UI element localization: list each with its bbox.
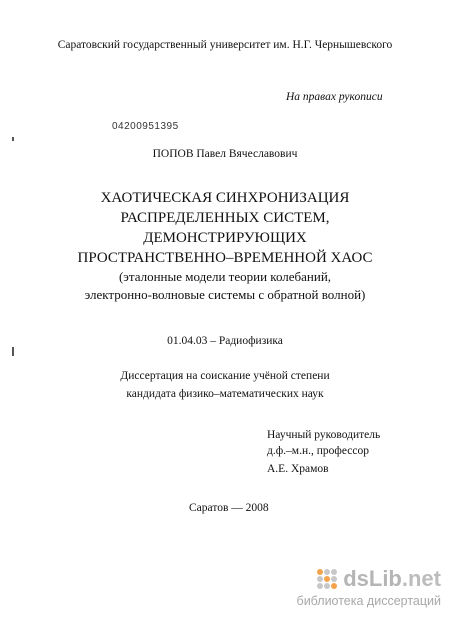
title-line: РАСПРЕДЕЛЕННЫХ СИСТЕМ,: [120, 210, 330, 226]
scan-mark: [12, 137, 14, 141]
dissertation-title: [0, 188, 450, 304]
author-name: ПОПОВ Павел Вячеславович: [152, 148, 298, 160]
watermark-brand: [343, 566, 441, 592]
degree-statement-line-1: Диссертация на соискание учёной степени: [120, 370, 330, 382]
rights-notice: На правах рукописи: [286, 91, 383, 103]
specialty-code: 01.04.03 – Радиофизика: [167, 335, 283, 347]
title-line: ХАОТИЧЕСКАЯ СИНХРОНИЗАЦИЯ: [100, 190, 350, 206]
city-and-year: Саратов — 2008: [189, 502, 269, 514]
supervisor-name: А.Е. Храмов: [267, 463, 329, 475]
dots-logo-icon: [316, 568, 338, 590]
watermark-brand-main: dsLib: [343, 566, 402, 591]
title-line: ПРОСТРАНСТВЕННО–ВРЕМЕННОЙ ХАОС: [77, 250, 373, 266]
supervisor-role: Научный руководитель: [267, 429, 381, 441]
scan-mark: [12, 347, 14, 356]
title-line: ДЕМОНСТРИРУЮЩИХ: [143, 230, 307, 246]
inventory-number: 04200951395: [112, 121, 179, 132]
watermark-caption: библиотека диссертаций: [296, 594, 441, 608]
watermark-brand-suffix: .net: [401, 566, 441, 591]
subtitle-line: (эталонные модели теории колебаний,: [118, 269, 332, 284]
supervisor-degree: д.ф.–м.н., профессор: [267, 445, 369, 457]
degree-statement-line-2: кандидата физико–математических наук: [126, 388, 324, 400]
subtitle-line: электронно-волновые системы с обратной волной): [84, 287, 366, 302]
watermark-logo: [316, 566, 441, 592]
dslib-watermark: [239, 566, 444, 612]
university-name: Саратовский государственный университет им. Н.Г. Чернышевского: [57, 39, 393, 51]
